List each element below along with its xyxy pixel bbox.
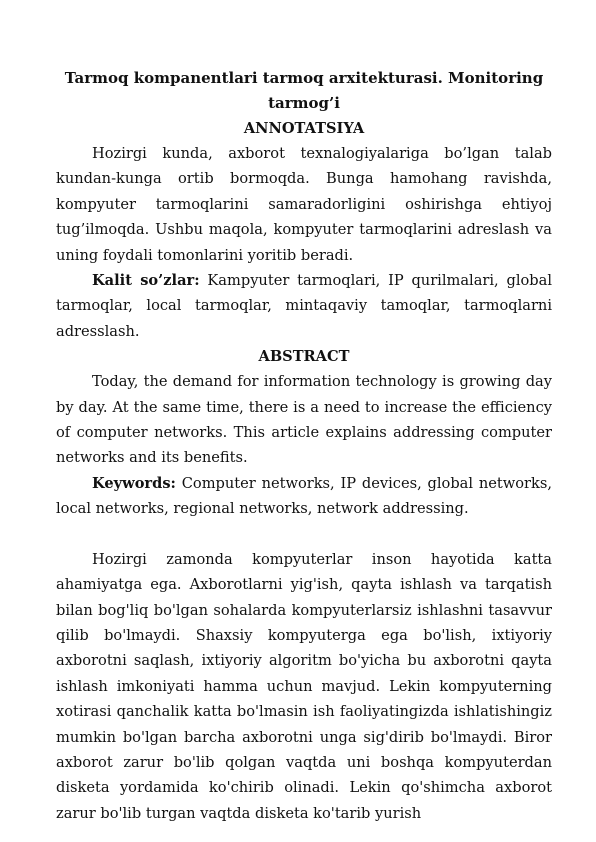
abstract-keywords-list: Computer networks, IP devices, global networks, local networks, regional networks, network addressing. — [56, 474, 552, 518]
annotation-keywords — [56, 268, 552, 344]
annotation-keywords-label: Kalit so’zlar: — [92, 272, 200, 290]
abstract-text: Today, the demand for information technology is growing day by day. At the same time, there is a need to increase the efficiency of computer networks. This article explains addressing computer networks and its benefits. — [56, 373, 552, 467]
annotation-keywords-list: Kampyuter tarmoqlari, IP qurilmalari, global tarmoqlar, local tarmoqlar, mintaqaviy tamoqlar, tarmoqlarni adresslash. — [56, 272, 552, 340]
abstract-keywords-label: Keywords: — [92, 474, 176, 492]
document-page — [56, 66, 552, 826]
section-spacer — [56, 522, 552, 547]
document-title: Tarmoq kompanentlari tarmoq arxitekturasi. Monitoring tarmog’i — [64, 69, 544, 112]
annotation-heading: ANNOTATSIYA — [243, 120, 365, 137]
abstract-keywords — [56, 471, 552, 522]
annotation-text: Hozirgi kunda, axborot texnalogiyalariga bo’lgan talab kundan-kunga ortib bormoqda. Bunga hamohang ravishda, kompyuter tarmoqlarini samaradorligini oshirishga ehtiyoj tug’ilmoqda. Ushbu maqola, kompyuter tarmoqlarini adreslash va uning foydali tomonlarini yoritib beradi. — [56, 145, 552, 264]
body-paragraph: Hozirgi zamonda kompyuterlar inson hayotida katta ahamiyatga ega. Axborotlarni yig'ish, qayta ishlash va tarqatish bilan bog'liq bo'lgan sohalarda kompyuterlarsiz ishlashni tasavvur qilib bo'lmaydi. Shaxsiy kompyuterga ega bo'lish, ixtiyoriy axborotni saqlash, ixtiyoriy algoritm bo'yicha bu axborotni qayta ishlash imkoniyati hamma uchun mavjud. Lekin kompyuterning xotirasi qanchalik katta bo'lmasin ish faoliyatingizda ishlatishingiz mumkin bo'lgan barcha axborotni unga sig'dirib bo'lmaydi. Biror axborot zarur bo'lib qolgan vaqtda uni boshqa kompyuterdan disketa yordamida ko'chirib olinadi. Lekin qo'shimcha axborot zarur bo'lib turgan vaqtda disketa ko'tarib yurish — [56, 550, 552, 822]
abstract-heading: ABSTRACT — [258, 348, 350, 366]
